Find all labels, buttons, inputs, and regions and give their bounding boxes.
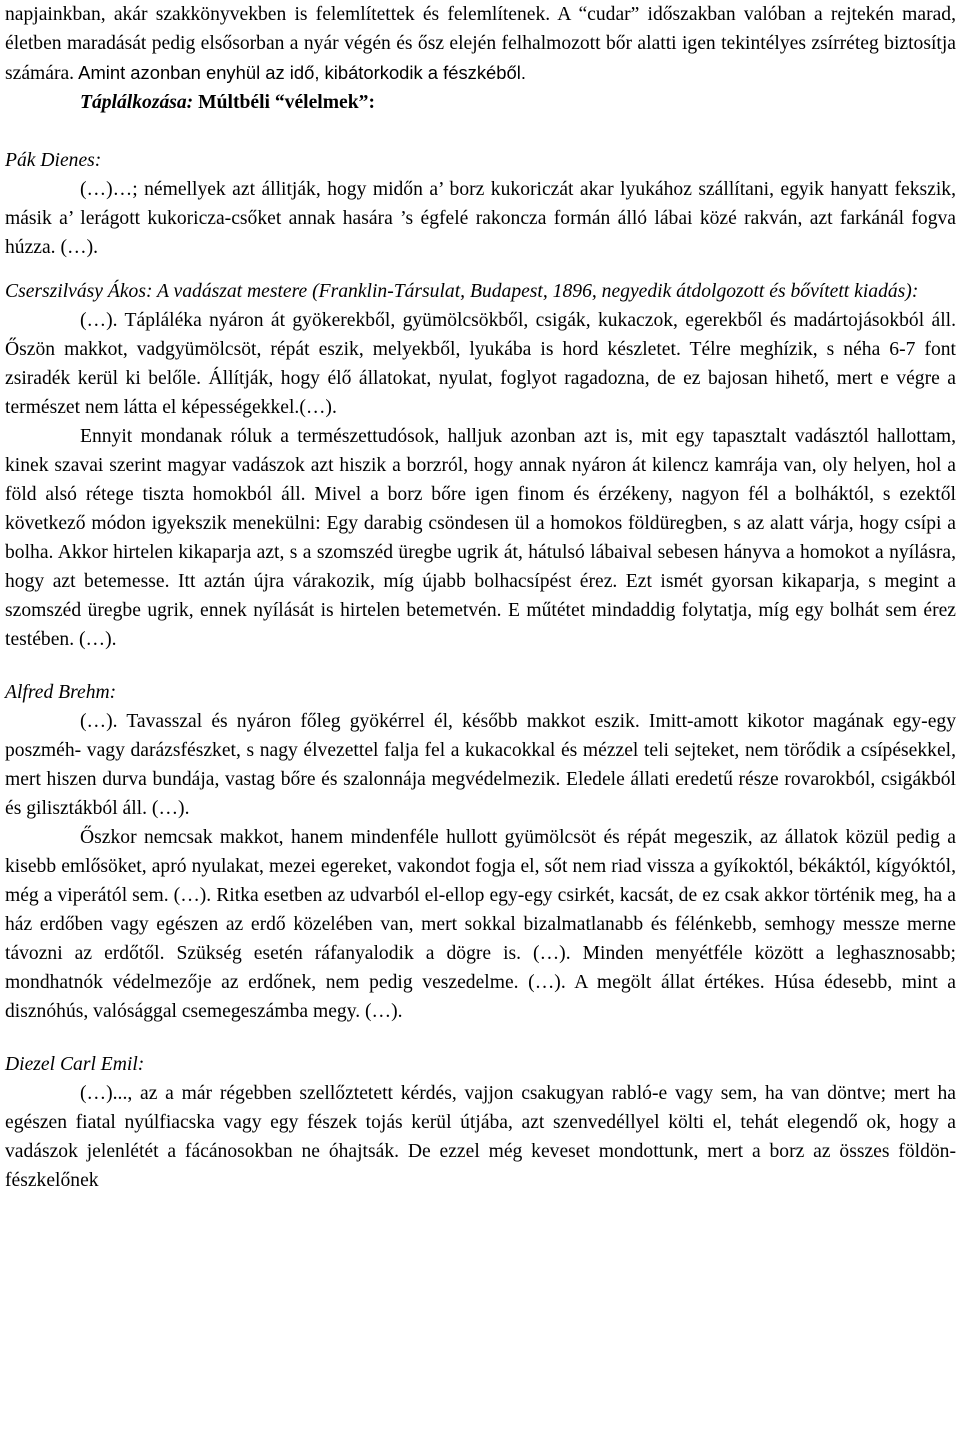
- spacer: [5, 654, 956, 678]
- section-title: Múltbéli “vélelmek”:: [193, 92, 375, 113]
- brehm-paragraph-2: Őszkor nemcsak makkot, hanem mindenféle hullott gyümölcsöt és répát megeszik, az állatok közül pedig a kisebb emlősöket, apró nyulakat, mezei egereket, vakondot fogja el, sőt nem riad vissza a gyíkoktól, békáktól, kígyóktól, még a viperától sem. (…). Ritka esetben az udvarból el-ellop egy-egy csirkét, kacsát, de ez csak akkor történik meg, ha a ház erdőben vagy egészen az erdő közelében van, mert sokkal bizalmatlanabb és félénkebb, semhogy messze merne távozni az erdőtől. Szükség esetén ráfanyalodik a dögre is. (…). Minden menyétféle között a leghasznosabb; mondhatnók védelmezője az erdőnek, nem pedig veszedelme. (…). A megölt állat értékes. Húsa édesebb, mint a disznóhús, valósággal csemegeszámba megy. (…).: [5, 827, 956, 1022]
- author-brehm: Alfred Brehm:: [5, 682, 117, 703]
- author-pak: Pák Dienes:: [5, 150, 102, 171]
- author-diezel: Diezel Carl Emil:: [5, 1054, 145, 1075]
- spacer: [5, 1026, 956, 1050]
- intro-paragraph: [5, 0, 956, 88]
- pak-quote: (…)…; némellyek azt állitják, hogy midőn a’ borz kukoriczát akar lyukához szállítani, egyik hanyatt fekszik, másik a’ lerágott kukoricza-csőket annak hasára ’s égfelé rakoncza formán álló lábai közé rakván, azt farkánál fogva húzza. (…).: [5, 179, 956, 258]
- document-page: [5, 0, 956, 1195]
- diezel-paragraph-1: (…)..., az a már régebben szellőztetett kérdés, vajjon csakugyan rabló-e vagy sem, ha van döntve; mert ha egészen fiatal nyúlfiacska vagy egy fészek tojás kerül útjába, azt szenvedéllyel költi el, tehát elegendő ok, hogy a vadászok jelenlétét a fácánosokban ne óhajtsák. De ezzel még keveset mondottunk, mert a borz az összes földön-fészkelőnek: [5, 1083, 956, 1191]
- intro-text: napjainkban, akár szakkönyvekben is felemlítettek és felemlítenek. A “cudar” időszakban valóban a rejtekén marad, életben maradását pedig elsősorban a nyár végén és ősz elején felhalmozott bőr alatti igen tekintélyes zsírréteg biztosítja számára.: [5, 4, 956, 84]
- cserszilvasy-paragraph-1: (…). Tápláléka nyáron át gyökerekből, gyümölcsökből, csigák, kukaczok, egerekből és madártojásokból áll. Őszön makkot, vadgyümölcsöt, répát eszik, melyekből, lyukába is hord készletet. Télre meghízik, s néha 6-7 font zsiradék kerül ki belőle. Állítják, hogy élő állatokat, nyulat, foglyot ragadozna, de ez bajosan hihető, mert e végre a természet nem látta el képességekkel.(…).: [5, 310, 956, 418]
- section-label: Táplálkozása:: [80, 92, 194, 113]
- spacer: [5, 117, 956, 146]
- brehm-paragraph-1: (…). Tavasszal és nyáron főleg gyökérrel él, később makkot eszik. Imitt-amott kikotor magának egy-egy poszméh- vagy darázsfészket, s nagy élvezettel falja fel a kukacokkal és mézzel teli sejteket, nem törődik a csípésekkel, mert hiszen durva bundája, vastag bőre és szalonnája megvédelmezik. Eledele állati eredetű része rovarokból, csigákból és gilisztákból áll. (…).: [5, 711, 956, 819]
- intro-text-sans: Amint azonban enyhül az idő, kibátorkodik a fészkéből.: [74, 62, 526, 83]
- cserszilvasy-paragraph-2: Ennyit mondanak róluk a természettudósok, halljuk azonban azt is, mit egy tapasztalt vadásztól hallottam, kinek szavai szerint magyar vadászok azt hiszik a borzról, hogy annak nyáron át kilencz kamrája van, oly helyen, hol a föld alsó rétege tiszta homokból áll. Mivel a borz bőre igen finom és érzékeny, nagyon fél a bolháktól, s ezektől következő módon igyekszik menekülni: Egy darabig csöndesen ül a homokos földüregben, s az alatt várja, hogy csípi a bolha. Akkor hirtelen kikaparja azt, s a szomszéd üregbe ugrik át, hátulsó lábaival sebesen hányva a homokot a nyílásra, hogy azt betemesse. Itt aztán újra várakozik, míg újabb bolhacsípést érez. Ezt ismét gyorsan kikaparja, s megint a szomszéd üregbe ugrik, ennek nyílását is hirtelen betemetvén. E műtétet mindaddig folytatja, míg egy bolhát sem érez testében. (…).: [5, 426, 956, 650]
- section-heading: [5, 88, 956, 117]
- author-cserszilvasy: Cserszilvásy Ákos: A vadászat mestere (Franklin-Társulat, Budapest, 1896, negyedik átdolgozott és bővített kiadás):: [5, 281, 919, 302]
- spacer: [5, 262, 956, 277]
